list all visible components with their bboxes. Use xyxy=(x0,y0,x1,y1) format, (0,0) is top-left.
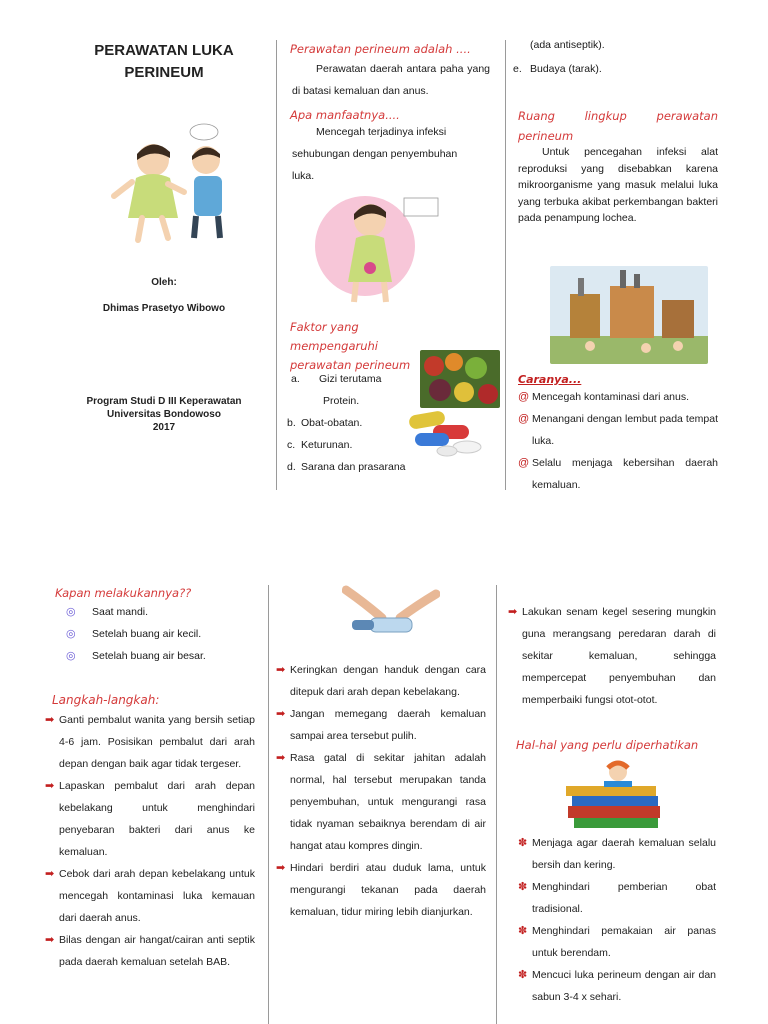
vegetables-photo xyxy=(420,350,500,408)
author-name: Dhimas Prasetyo Wibowo xyxy=(102,303,226,314)
right-arrow-icon: ➡ xyxy=(45,714,55,726)
step-text: Keringkan dengan handuk dengan cara ditepuk dari arah depan kebelakang. xyxy=(290,664,486,698)
divider-bottom-left xyxy=(268,585,269,1024)
factor-text: Budaya (tarak). xyxy=(530,63,602,75)
when-heading: Kapan melakukannya?? xyxy=(55,586,192,600)
factor-text: Gizi terutama xyxy=(319,373,382,385)
cover-title-line2: PERINEUM xyxy=(124,64,204,81)
right-arrow-icon: ➡ xyxy=(45,934,55,946)
program-name: Program Studi D III Keperawatan xyxy=(86,396,242,407)
list-item xyxy=(45,775,255,863)
right-arrow-icon: ➡ xyxy=(276,862,286,874)
list-item xyxy=(518,964,716,1008)
right-arrow-icon: ➡ xyxy=(508,606,518,618)
note-text: Menjaga agar daerah kemaluan selalu bersih dan kering. xyxy=(532,837,716,871)
when-item-text: Setelah buang air kecil. xyxy=(92,628,202,640)
antiseptic-continuation: (ada antiseptik). xyxy=(530,39,605,51)
factor-item xyxy=(287,434,427,456)
publication-year: 2017 xyxy=(152,422,176,433)
list-item xyxy=(45,863,255,929)
list-item xyxy=(66,645,256,667)
kegel-step xyxy=(508,601,716,711)
factor-item-e xyxy=(513,58,602,80)
footprint-bullet-icon: ✽ xyxy=(518,969,528,981)
factor-item xyxy=(287,456,427,478)
list-item xyxy=(66,601,256,623)
step-text: Lakukan senam kegel sesering mungkin guna merangsang peredaran darah di sekitar kemaluan, sehingga mempercepat penyembuhan dan memperbaiki fungsi otot-otot. xyxy=(522,606,716,706)
footprint-bullet-icon: ✽ xyxy=(518,837,528,849)
ring-bullet-icon: ◎ xyxy=(66,628,76,640)
factors-list xyxy=(287,368,427,478)
right-arrow-icon: ➡ xyxy=(276,752,286,764)
books-illustration xyxy=(560,758,668,830)
factor-item xyxy=(287,412,427,434)
factory-illustration xyxy=(550,266,708,364)
at-bullet-icon: @ xyxy=(518,391,530,403)
list-item xyxy=(518,408,718,452)
list-item xyxy=(276,857,486,923)
at-bullet-icon: @ xyxy=(518,457,530,469)
list-item xyxy=(45,929,255,973)
how-list xyxy=(518,386,718,496)
when-item-text: Saat mandi. xyxy=(92,606,149,618)
factor-text: Keturunan. xyxy=(301,439,353,451)
right-arrow-icon: ➡ xyxy=(45,780,55,792)
list-item xyxy=(276,747,486,857)
divider-bottom-right xyxy=(496,585,497,1024)
footprint-bullet-icon: ✽ xyxy=(518,925,528,937)
ring-bullet-icon: ◎ xyxy=(66,606,76,618)
factor-mark: e. xyxy=(513,63,522,75)
step-text: Lapaskan pembalut dari arah depan kebelakang untuk menghindari penyebaran bakteri dari anus ke kemaluan. xyxy=(59,780,255,858)
list-item xyxy=(508,601,716,711)
scope-heading: Ruang lingkup perawatan perineum xyxy=(518,109,718,143)
step-text: Jangan memegang daerah kemaluan sampai area tersebut pulih. xyxy=(290,708,486,742)
cover-title xyxy=(60,40,268,84)
right-arrow-icon: ➡ xyxy=(276,664,286,676)
factor-item xyxy=(287,390,427,412)
step-text: Rasa gatal di sekitar jahitan adalah normal, hal tersebut merupakan tanda penyembuhan, untuk mengurangi rasa tidak nyaman sebaiknya berendam di air hangat atau kompres dingin. xyxy=(290,752,486,852)
ring-bullet-icon: ◎ xyxy=(66,650,76,662)
list-item xyxy=(518,452,718,496)
note-text: Menghindari pemberian obat tradisional. xyxy=(532,881,716,915)
when-list xyxy=(66,601,256,667)
steps-list xyxy=(45,709,255,973)
hand-washing-illustration xyxy=(342,584,440,644)
list-item xyxy=(518,832,716,876)
list-item xyxy=(518,920,716,964)
note-text: Menghindari pemakaian air panas untuk berendam. xyxy=(532,925,716,959)
factor-mark: c. xyxy=(287,439,296,451)
list-item xyxy=(45,709,255,775)
list-item xyxy=(518,386,718,408)
step-text: Ganti pembalut wanita yang bersih setiap 4-6 jam. Posisikan pembalut dari arah depan dengan baik agar tidak tergeser. xyxy=(59,714,255,770)
factor-mark: a. xyxy=(291,373,300,385)
author-block xyxy=(60,270,268,322)
step-text: Bilas dengan air hangat/cairan anti septik pada daerah kemaluan setelah BAB. xyxy=(59,934,255,968)
factor-mark: b. xyxy=(287,417,296,429)
how-item-text: Menangani dengan lembut pada tempat luka. xyxy=(532,413,718,447)
step-text: Cebok dari arah depan kebelakang untuk mencegah kontaminasi luka kemauan dari daerah anus. xyxy=(59,868,255,924)
benefit-heading: Apa manfaatnya.... xyxy=(290,108,400,122)
institution-block xyxy=(60,395,268,434)
children-illustration xyxy=(108,118,236,248)
how-heading: Caranya... xyxy=(518,373,582,386)
scope-text: Untuk pencegahan infeksi alat reproduksi yang disebabkan karena mikroorganisme yang masuk melalui luka yang terbuka akibat perkembangan bakteri pada penampung lochea. xyxy=(518,146,718,224)
list-item xyxy=(66,623,256,645)
definition-heading: Perawatan perineum adalah .... xyxy=(290,42,471,56)
divider-top-right xyxy=(505,40,506,490)
cover-title-line1: PERAWATAN LUKA xyxy=(94,42,234,59)
university-name: Universitas Bondowoso xyxy=(107,409,221,420)
factor-item xyxy=(287,368,427,390)
list-item xyxy=(276,659,486,703)
how-item-text: Mencegah kontaminasi dari anus. xyxy=(532,391,690,403)
itchy-girl-illustration xyxy=(310,190,440,306)
factor-text: Protein. xyxy=(323,395,360,407)
factors-heading: Faktor yang mempengaruhi perawatan perineum xyxy=(290,320,411,372)
note-text: Mencuci luka perineum dengan air dan sabun 3-4 x sehari. xyxy=(532,969,716,1003)
list-item xyxy=(518,876,716,920)
notes-heading: Hal-hal yang perlu diperhatikan xyxy=(516,738,699,752)
benefit-text: Mencegah terjadinya infeksi sehubungan dengan penyembuhan luka. xyxy=(292,126,458,182)
footprint-bullet-icon: ✽ xyxy=(518,881,528,893)
definition-text: Perawatan daerah antara paha yang di batasi kemaluan dan anus. xyxy=(292,63,490,97)
factor-text: Obat-obatan. xyxy=(301,417,363,429)
list-item xyxy=(276,703,486,747)
how-item-text: Selalu menjaga kebersihan daerah kemaluan. xyxy=(532,457,718,491)
steps-heading: Langkah-langkah: xyxy=(52,693,160,707)
right-arrow-icon: ➡ xyxy=(45,868,55,880)
factor-text: Sarana dan prasarana xyxy=(301,461,406,473)
right-arrow-icon: ➡ xyxy=(276,708,286,720)
notes-list xyxy=(518,832,716,1008)
step-text: Hindari berdiri atau duduk lama, untuk mengurangi tekanan pada daerah kemaluan, tidur miring lebih dianjurkan. xyxy=(290,862,486,918)
at-bullet-icon: @ xyxy=(518,413,530,425)
factor-mark: d. xyxy=(287,461,296,473)
divider-top-left xyxy=(276,40,277,490)
author-label: Oleh: xyxy=(151,277,177,288)
when-item-text: Setelah buang air besar. xyxy=(92,650,206,662)
steps-list-continued xyxy=(276,659,486,923)
